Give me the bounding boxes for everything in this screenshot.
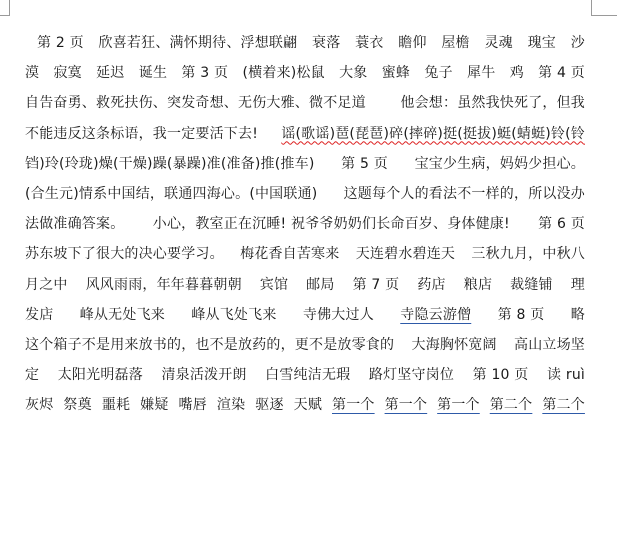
text-line-11 bbox=[25, 330, 585, 360]
word: 屋檐 bbox=[441, 35, 470, 51]
crop-mark-top-right-vertical bbox=[591, 0, 592, 16]
word: 大象 bbox=[339, 65, 368, 82]
page-marker: 第 5 页 bbox=[341, 155, 388, 172]
phrase: 高山立场坚 bbox=[514, 336, 585, 353]
phrase: 月之中 bbox=[25, 276, 68, 293]
sentence: 苏东坡下了很大的决心要学习。 bbox=[25, 246, 224, 263]
word: 邮局 bbox=[306, 276, 335, 293]
word: 蓑衣 bbox=[355, 35, 384, 51]
text-line-13 bbox=[25, 390, 585, 420]
word: 天赋 bbox=[293, 397, 323, 414]
phrase: 梅花香自苦寒来 bbox=[240, 246, 340, 263]
crop-mark-top-left-horizontal bbox=[0, 15, 10, 16]
word: 蜜蜂 bbox=[381, 65, 411, 82]
page-marker: 第 3 页 bbox=[181, 65, 229, 82]
word: 瑰宝 bbox=[527, 35, 556, 51]
word: 渲染 bbox=[216, 397, 246, 414]
text-line-1 bbox=[25, 28, 585, 58]
crop-mark-top-left-vertical bbox=[9, 0, 10, 16]
word: 读 ruì bbox=[547, 367, 585, 384]
word: 灰烬 bbox=[25, 397, 54, 414]
word: 犀牛 bbox=[467, 65, 496, 82]
word: 瞻仰 bbox=[398, 35, 427, 51]
page-marker: 第 6 页 bbox=[538, 216, 585, 233]
word: 定 bbox=[25, 367, 40, 384]
sentence: 这个箱子不是用来放书的，也不是放药的，更不是放零食的 bbox=[25, 336, 395, 353]
phrase: 寺佛大过人 bbox=[302, 306, 374, 323]
sentence: 宝宝少生病，妈妈少担心。 bbox=[414, 155, 585, 172]
idiom-group: 自告奋勇、救死扶伤、突发奇想、无伤大雅、微不足道 bbox=[25, 95, 366, 112]
word: 驱逐 bbox=[255, 397, 284, 414]
phrase: 白雪纯洁无瑕 bbox=[265, 367, 351, 384]
sentence: (合生元)情系中国结，联通四海心。(中国联通) bbox=[25, 185, 318, 202]
word: 理 bbox=[570, 276, 585, 293]
word: 第一个 bbox=[332, 397, 375, 414]
sentence: 法做准确答案。 bbox=[25, 216, 125, 233]
word: 噩耗 bbox=[101, 397, 131, 414]
word: 粮店 bbox=[463, 276, 493, 293]
word: 嘴唇 bbox=[178, 397, 207, 414]
phrase: 路灯坚守岗位 bbox=[368, 367, 455, 384]
phrase: 寺隐云游僧 bbox=[400, 306, 472, 323]
word: 兔子 bbox=[424, 65, 453, 82]
word: 衰落 bbox=[312, 35, 341, 51]
word: 诞生 bbox=[138, 65, 168, 82]
idiom-group: 欣喜若狂、满怀期待、浮想联翩 bbox=[98, 35, 298, 51]
text-line-12 bbox=[25, 360, 585, 390]
word: 沙 bbox=[570, 35, 585, 51]
phrase: 天连碧水碧连天 bbox=[355, 246, 456, 263]
document-text-body[interactable] bbox=[25, 28, 585, 420]
sentence: 不能违反这条标语，我一定要活下去! bbox=[25, 125, 259, 142]
text-line-3 bbox=[25, 88, 585, 118]
phrase: 峰从飞处飞来 bbox=[191, 306, 277, 323]
page-marker: 第 10 页 bbox=[472, 367, 529, 384]
word: 祭奠 bbox=[63, 397, 92, 414]
word: 裁缝铺 bbox=[510, 276, 553, 293]
word: 嫌疑 bbox=[140, 397, 169, 414]
text-line-5 bbox=[25, 149, 585, 179]
character-pairs: 铛)玲(玲珑)燥(干燥)躁(暴躁)准(准备)推(推车) bbox=[25, 155, 315, 172]
phrase: 峰从无处飞来 bbox=[79, 306, 165, 323]
text-line-4 bbox=[25, 119, 585, 149]
word: (横着来)松鼠 bbox=[242, 65, 325, 82]
sentence: 这题每个人的看法不一样的，所以没办 bbox=[343, 185, 585, 202]
text-line-9 bbox=[25, 270, 585, 300]
phrase: 风风雨雨，年年暮暮朝朝 bbox=[85, 276, 242, 293]
crop-mark-top-right-horizontal bbox=[591, 15, 617, 16]
page-marker: 第 8 页 bbox=[497, 306, 545, 323]
phrase: 三秋九月，中秋八 bbox=[471, 246, 585, 263]
word: 鸡 bbox=[509, 65, 524, 82]
word: 第二个 bbox=[542, 397, 585, 414]
word: 第一个 bbox=[437, 397, 480, 414]
word: 宾馆 bbox=[259, 276, 289, 293]
sentence: 小心，教室正在沉睡! 祝爷爷奶奶们长命百岁、身体健康! bbox=[152, 216, 510, 233]
word: 延迟 bbox=[96, 65, 125, 82]
word: 药店 bbox=[417, 276, 446, 293]
word: 第一个 bbox=[384, 397, 428, 414]
word: 寂寞 bbox=[53, 65, 82, 82]
word: 略 bbox=[570, 306, 585, 323]
phrase: 清泉活泼开朗 bbox=[161, 367, 247, 384]
text-line-10 bbox=[25, 300, 585, 330]
word: 灵魂 bbox=[484, 35, 513, 51]
text-line-8 bbox=[25, 239, 585, 269]
word: 发店 bbox=[25, 306, 54, 323]
phrase: 太阳光明磊落 bbox=[57, 367, 143, 384]
text-line-6 bbox=[25, 179, 585, 209]
word: 第二个 bbox=[489, 397, 533, 414]
phrase: 大海胸怀宽阔 bbox=[411, 336, 497, 353]
text-line-2 bbox=[25, 58, 585, 88]
page-marker: 第 4 页 bbox=[538, 65, 585, 82]
word: 漠 bbox=[25, 65, 40, 82]
text-line-7 bbox=[25, 209, 585, 239]
page-marker: 第 7 页 bbox=[352, 276, 400, 293]
page-marker: 第 2 页 bbox=[37, 35, 84, 51]
character-pairs: 谣(歌谣)琶(琵琶)碎(摔碎)挺(挺拔)蜓(蜻蜓)铃(铃 bbox=[281, 125, 585, 142]
sentence: 他会想：虽然我快死了，但我 bbox=[400, 95, 585, 112]
